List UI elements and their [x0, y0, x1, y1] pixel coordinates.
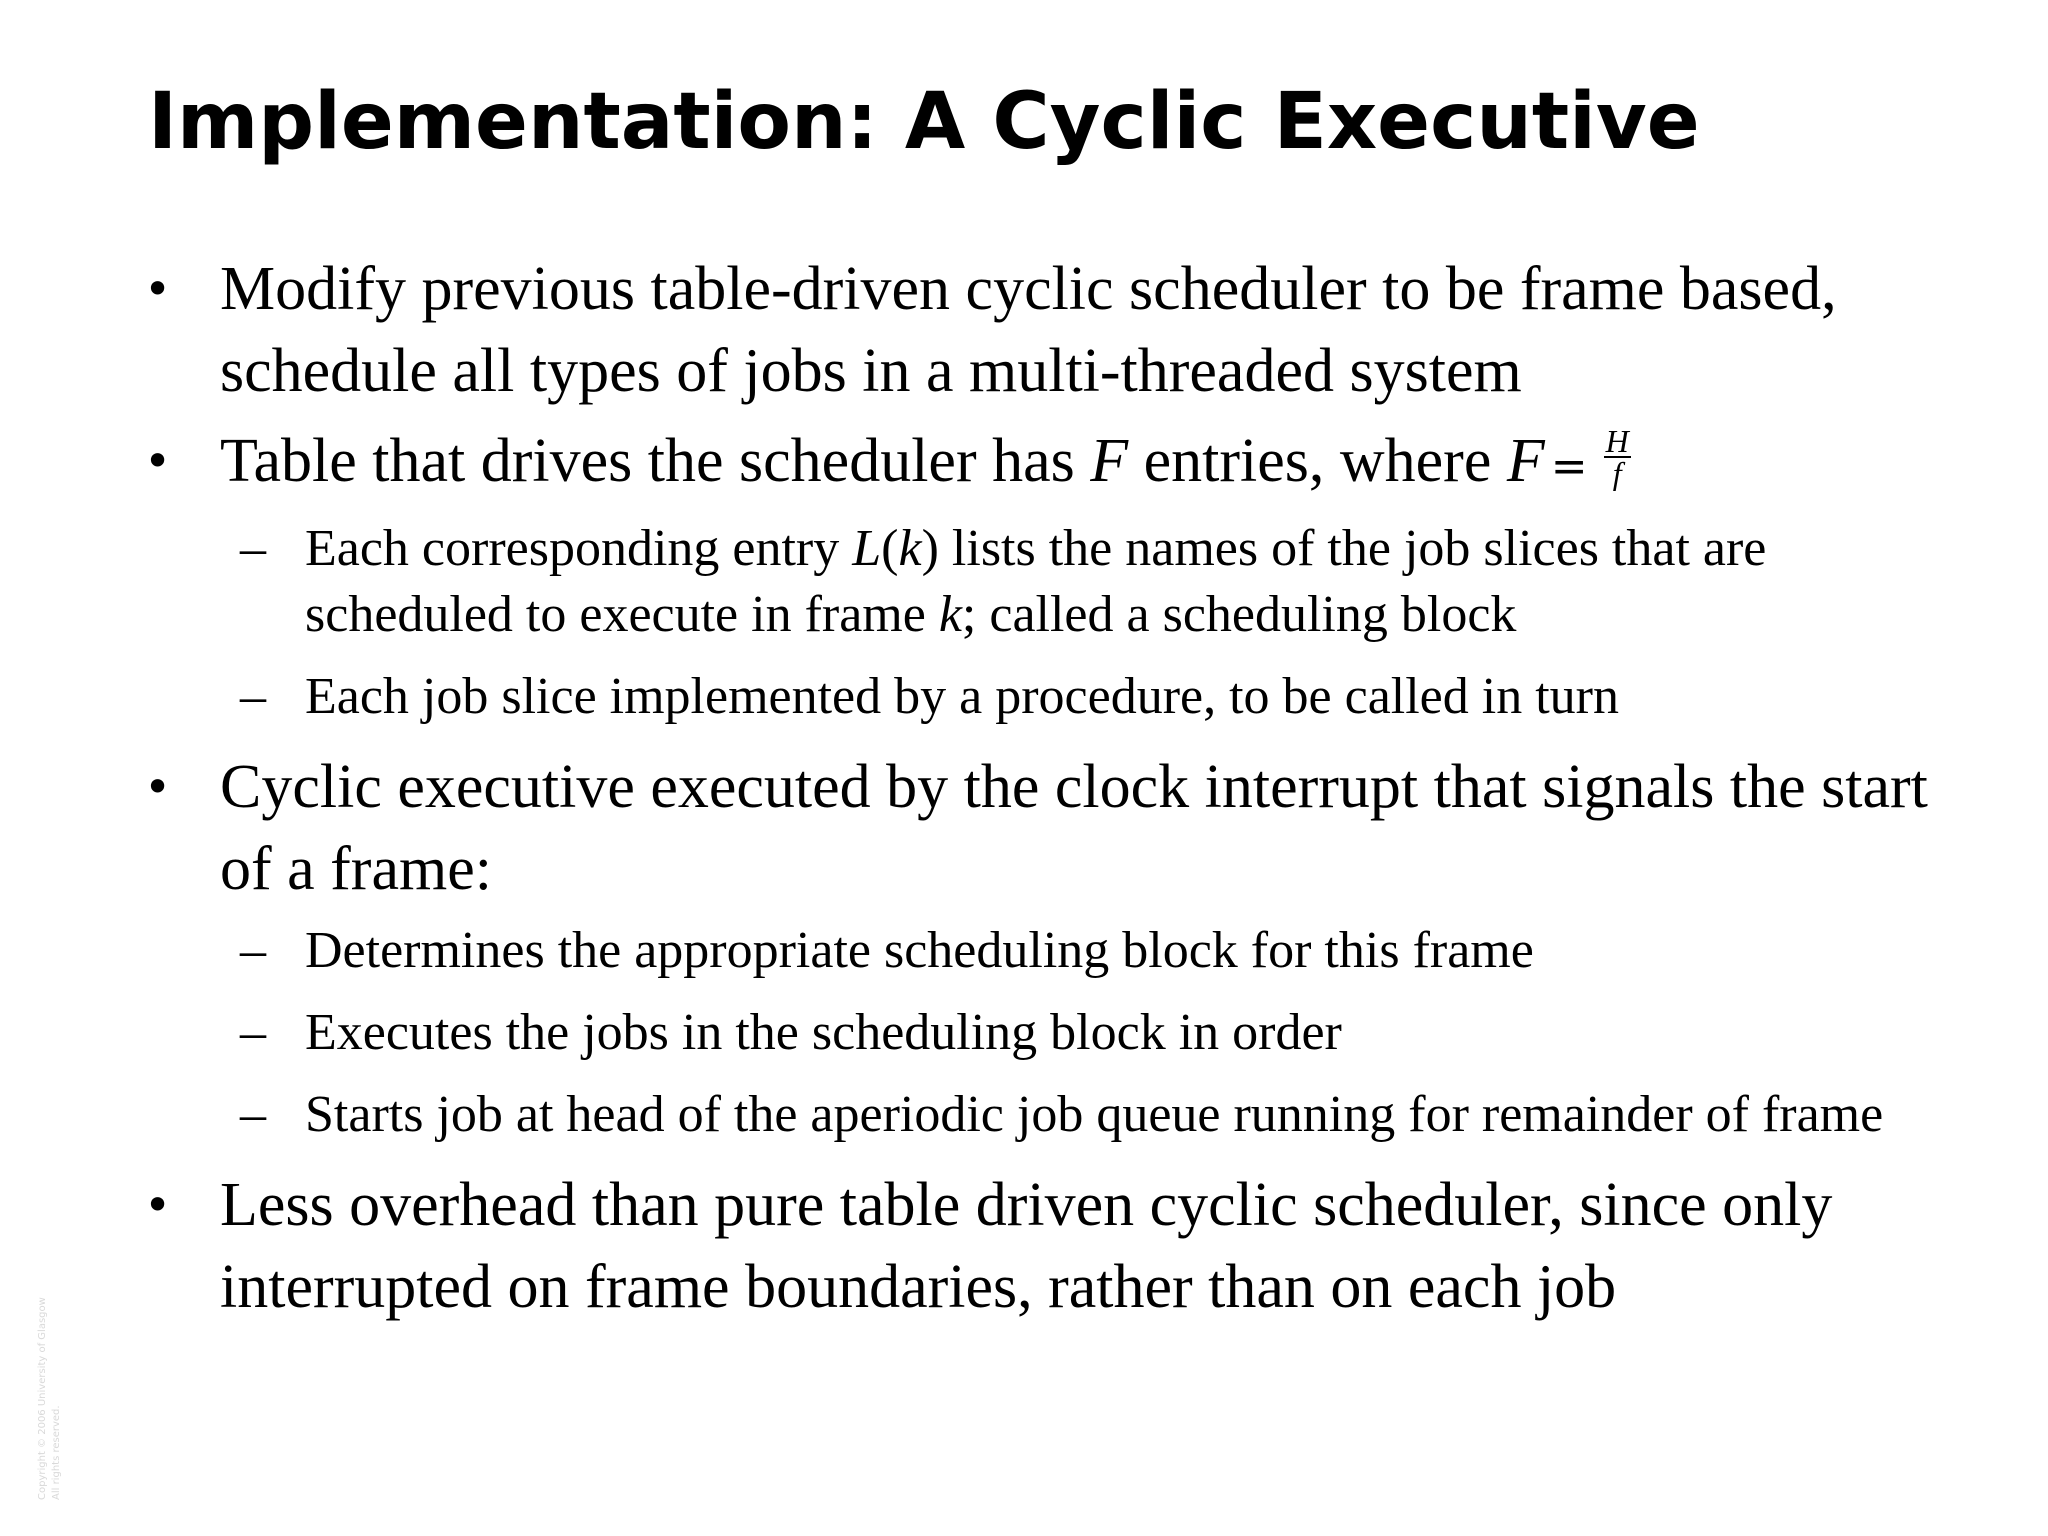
dash-symbol: –: [240, 668, 266, 725]
bullet-text: Cyclic executive executed by the clock interrupt that signals the start of a frame:: [220, 753, 1928, 903]
formula-lhs: F: [1506, 427, 1545, 495]
dash-symbol: –: [240, 1086, 266, 1143]
sub-bullet-item: [140, 918, 1930, 984]
dash-symbol: –: [240, 1004, 266, 1061]
bullet-text-part: Table that drives the scheduler has: [220, 427, 1091, 495]
math-variable-L: L: [852, 520, 882, 577]
fraction-numerator: H: [1605, 422, 1629, 459]
bullet-item-4: [140, 1164, 1930, 1328]
copyright-notice: [36, 1297, 64, 1500]
sub-bullet-text-part: ; called a scheduling block: [961, 586, 1517, 643]
paren-close: ): [921, 520, 939, 577]
sub-bullet-text: Starts job at head of the aperiodic job queue running for remainder of frame: [305, 1086, 1884, 1143]
sub-bullet-item: [140, 516, 1930, 648]
bullet-symbol: •: [144, 760, 172, 814]
bullet-item-1: [140, 248, 1930, 412]
copyright-line: Copyright © 2006 University of Glasgow: [37, 1297, 48, 1500]
paren-open: (: [881, 520, 899, 577]
bullet-text: Modify previous table-driven cyclic scheduler to be frame based, schedule all types of jobs in a multi-threaded system: [220, 255, 1837, 405]
fraction-denominator: f: [1612, 454, 1622, 491]
sub-bullet-item: [140, 664, 1930, 730]
bullet-symbol: •: [144, 262, 172, 316]
bullet-list: [140, 248, 1930, 1336]
bullet-text-part: entries, where: [1128, 427, 1507, 495]
sub-bullet-text: Determines the appropriate scheduling block for this frame: [305, 922, 1534, 979]
dash-symbol: –: [240, 520, 266, 577]
formula-fraction: [1604, 422, 1631, 491]
formula-equals: =: [1550, 441, 1588, 492]
bullet-item-3: [140, 746, 1930, 910]
bullet-symbol: •: [144, 1178, 172, 1232]
sub-bullet-text: Executes the jobs in the scheduling block in order: [305, 1004, 1342, 1061]
formula: [1506, 422, 1631, 495]
slide-title: Implementation: A Cyclic Executive: [148, 77, 1700, 167]
sub-bullet-item: [140, 1082, 1930, 1148]
sub-bullet-item: [140, 1000, 1930, 1066]
sub-bullet-text-part: lists the names of the job slices that are scheduled to execute in frame: [305, 520, 1767, 643]
bullet-item-2: [140, 420, 1930, 508]
sub-bullet-text-part: Each corresponding entry: [305, 520, 853, 577]
math-variable-k: k: [938, 586, 962, 643]
bullet-text: Less overhead than pure table driven cyclic scheduler, since only interrupted on frame boundaries, rather than on each job: [220, 1171, 1833, 1321]
math-variable-F: F: [1090, 427, 1129, 495]
dash-symbol: –: [240, 922, 266, 979]
copyright-line: All rights reserved.: [51, 1405, 62, 1500]
bullet-symbol: •: [144, 434, 172, 488]
sub-bullet-text: Each job slice implemented by a procedure, to be called in turn: [305, 668, 1619, 725]
math-variable-k: k: [898, 520, 922, 577]
